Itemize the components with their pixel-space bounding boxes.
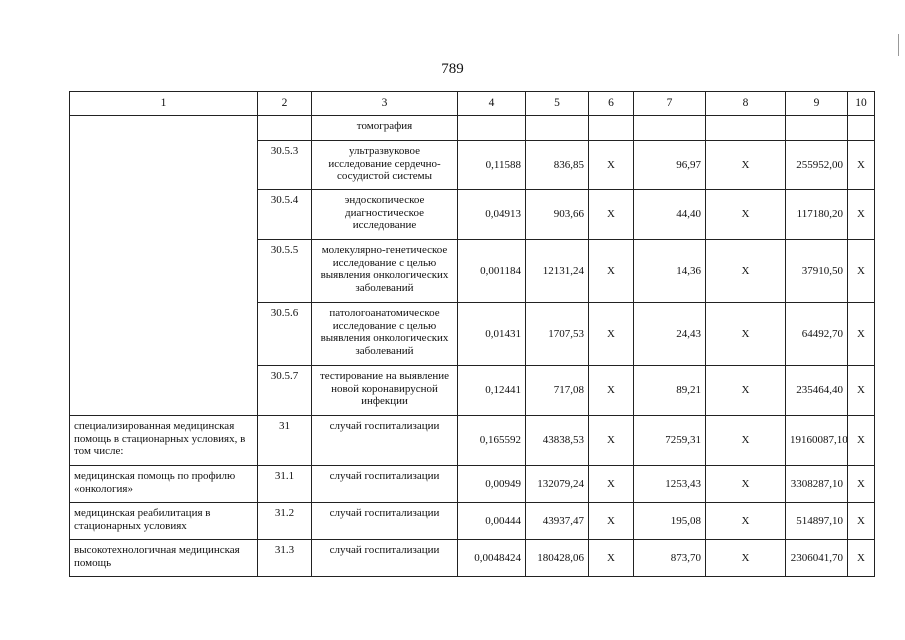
unit-cell: случай госпитализации xyxy=(312,416,458,466)
value-cell: 7259,31 xyxy=(634,416,706,466)
header-cell: 9 xyxy=(786,92,848,116)
value-cell xyxy=(589,116,634,141)
value-cell: Х xyxy=(848,540,875,577)
unit-cell: ультразвуковое исследование сердечно-сосудистой системы xyxy=(312,141,458,190)
value-cell: 0,01431 xyxy=(458,303,526,366)
value-cell: 1253,43 xyxy=(634,466,706,503)
value-cell: Х xyxy=(706,503,786,540)
table-row xyxy=(70,503,875,540)
header-cell: 8 xyxy=(706,92,786,116)
header-cell: 4 xyxy=(458,92,526,116)
value-cell: Х xyxy=(706,141,786,190)
value-cell: Х xyxy=(848,141,875,190)
value-cell: Х xyxy=(706,190,786,240)
value-cell: Х xyxy=(706,240,786,303)
header-cell: 10 xyxy=(848,92,875,116)
value-cell: 235464,40 xyxy=(786,366,848,416)
value-cell: 37910,50 xyxy=(786,240,848,303)
code-cell: 30.5.3 xyxy=(258,141,312,190)
value-cell: Х xyxy=(848,466,875,503)
value-cell: 12131,24 xyxy=(526,240,589,303)
unit-cell: патологоанатомическое исследование с целью выявления онкологических заболеваний xyxy=(312,303,458,366)
value-cell: 836,85 xyxy=(526,141,589,190)
unit-cell: молекулярно-генетическое исследование с целью выявления онкологических заболеваний xyxy=(312,240,458,303)
value-cell: 43937,47 xyxy=(526,503,589,540)
code-cell: 30.5.4 xyxy=(258,190,312,240)
value-cell: 14,36 xyxy=(634,240,706,303)
code-cell: 31.3 xyxy=(258,540,312,577)
code-cell: 30.5.6 xyxy=(258,303,312,366)
value-cell xyxy=(526,116,589,141)
value-cell: Х xyxy=(589,366,634,416)
value-cell xyxy=(786,116,848,141)
value-cell: Х xyxy=(706,540,786,577)
value-cell: Х xyxy=(848,503,875,540)
value-cell: Х xyxy=(589,240,634,303)
unit-cell: случай госпитализации xyxy=(312,540,458,577)
value-cell: 1707,53 xyxy=(526,303,589,366)
value-cell: 903,66 xyxy=(526,190,589,240)
row-label-cell xyxy=(70,116,258,416)
code-cell: 31.2 xyxy=(258,503,312,540)
value-cell: Х xyxy=(848,366,875,416)
scan-edge-mark xyxy=(898,34,899,56)
header-cell: 7 xyxy=(634,92,706,116)
value-cell: 0,0048424 xyxy=(458,540,526,577)
header-row xyxy=(70,92,875,116)
value-cell: Х xyxy=(589,303,634,366)
value-cell: 717,08 xyxy=(526,366,589,416)
value-cell: 180428,06 xyxy=(526,540,589,577)
value-cell: 132079,24 xyxy=(526,466,589,503)
row-label-cell: высокотехнологичная медицинская помощь xyxy=(70,540,258,577)
value-cell: 3308287,10 xyxy=(786,466,848,503)
row-label-cell: медицинская реабилитация в стационарных условиях xyxy=(70,503,258,540)
value-cell: 43838,53 xyxy=(526,416,589,466)
unit-cell: томография xyxy=(312,116,458,141)
value-cell: Х xyxy=(589,190,634,240)
value-cell: 514897,10 xyxy=(786,503,848,540)
value-cell: 24,43 xyxy=(634,303,706,366)
unit-cell: случай госпитализации xyxy=(312,503,458,540)
value-cell xyxy=(634,116,706,141)
code-cell: 30.5.7 xyxy=(258,366,312,416)
value-cell: 117180,20 xyxy=(786,190,848,240)
value-cell: 2306041,70 xyxy=(786,540,848,577)
page-number: 789 xyxy=(441,61,464,77)
value-cell xyxy=(848,116,875,141)
value-cell xyxy=(706,116,786,141)
value-cell: Х xyxy=(848,416,875,466)
code-cell: 31.1 xyxy=(258,466,312,503)
tariff-table xyxy=(69,91,875,577)
value-cell: 873,70 xyxy=(634,540,706,577)
header-cell: 1 xyxy=(70,92,258,116)
value-cell: Х xyxy=(589,141,634,190)
value-cell: 0,165592 xyxy=(458,416,526,466)
table-row xyxy=(70,416,875,466)
code-cell xyxy=(258,116,312,141)
value-cell: Х xyxy=(706,466,786,503)
value-cell: 0,00949 xyxy=(458,466,526,503)
value-cell: 0,11588 xyxy=(458,141,526,190)
value-cell: Х xyxy=(706,366,786,416)
value-cell: 19160087,10 xyxy=(786,416,848,466)
header-cell: 5 xyxy=(526,92,589,116)
value-cell: Х xyxy=(589,466,634,503)
unit-cell: эндоскопическое диагностическое исследование xyxy=(312,190,458,240)
value-cell: 64492,70 xyxy=(786,303,848,366)
value-cell: 96,97 xyxy=(634,141,706,190)
value-cell: Х xyxy=(706,416,786,466)
value-cell: Х xyxy=(589,416,634,466)
value-cell: 0,001184 xyxy=(458,240,526,303)
value-cell: Х xyxy=(706,303,786,366)
header-cell: 3 xyxy=(312,92,458,116)
value-cell xyxy=(458,116,526,141)
value-cell: Х xyxy=(848,190,875,240)
value-cell: 89,21 xyxy=(634,366,706,416)
value-cell: 255952,00 xyxy=(786,141,848,190)
code-cell: 30.5.5 xyxy=(258,240,312,303)
unit-cell: случай госпитализации xyxy=(312,466,458,503)
unit-cell: тестирование на выявление новой коронавирусной инфекции xyxy=(312,366,458,416)
code-cell: 31 xyxy=(258,416,312,466)
header-cell: 2 xyxy=(258,92,312,116)
table-row xyxy=(70,466,875,503)
value-cell: 0,12441 xyxy=(458,366,526,416)
row-label-cell: медицинская помощь по профилю «онкология» xyxy=(70,466,258,503)
value-cell: 195,08 xyxy=(634,503,706,540)
value-cell: 0,00444 xyxy=(458,503,526,540)
table-row xyxy=(70,116,875,141)
value-cell: Х xyxy=(848,240,875,303)
header-cell: 6 xyxy=(589,92,634,116)
value-cell: Х xyxy=(848,303,875,366)
value-cell: 0,04913 xyxy=(458,190,526,240)
value-cell: Х xyxy=(589,540,634,577)
table-row xyxy=(70,540,875,577)
row-label-cell: специализированная медицинская помощь в стационарных условиях, в том числе: xyxy=(70,416,258,466)
value-cell: 44,40 xyxy=(634,190,706,240)
value-cell: Х xyxy=(589,503,634,540)
